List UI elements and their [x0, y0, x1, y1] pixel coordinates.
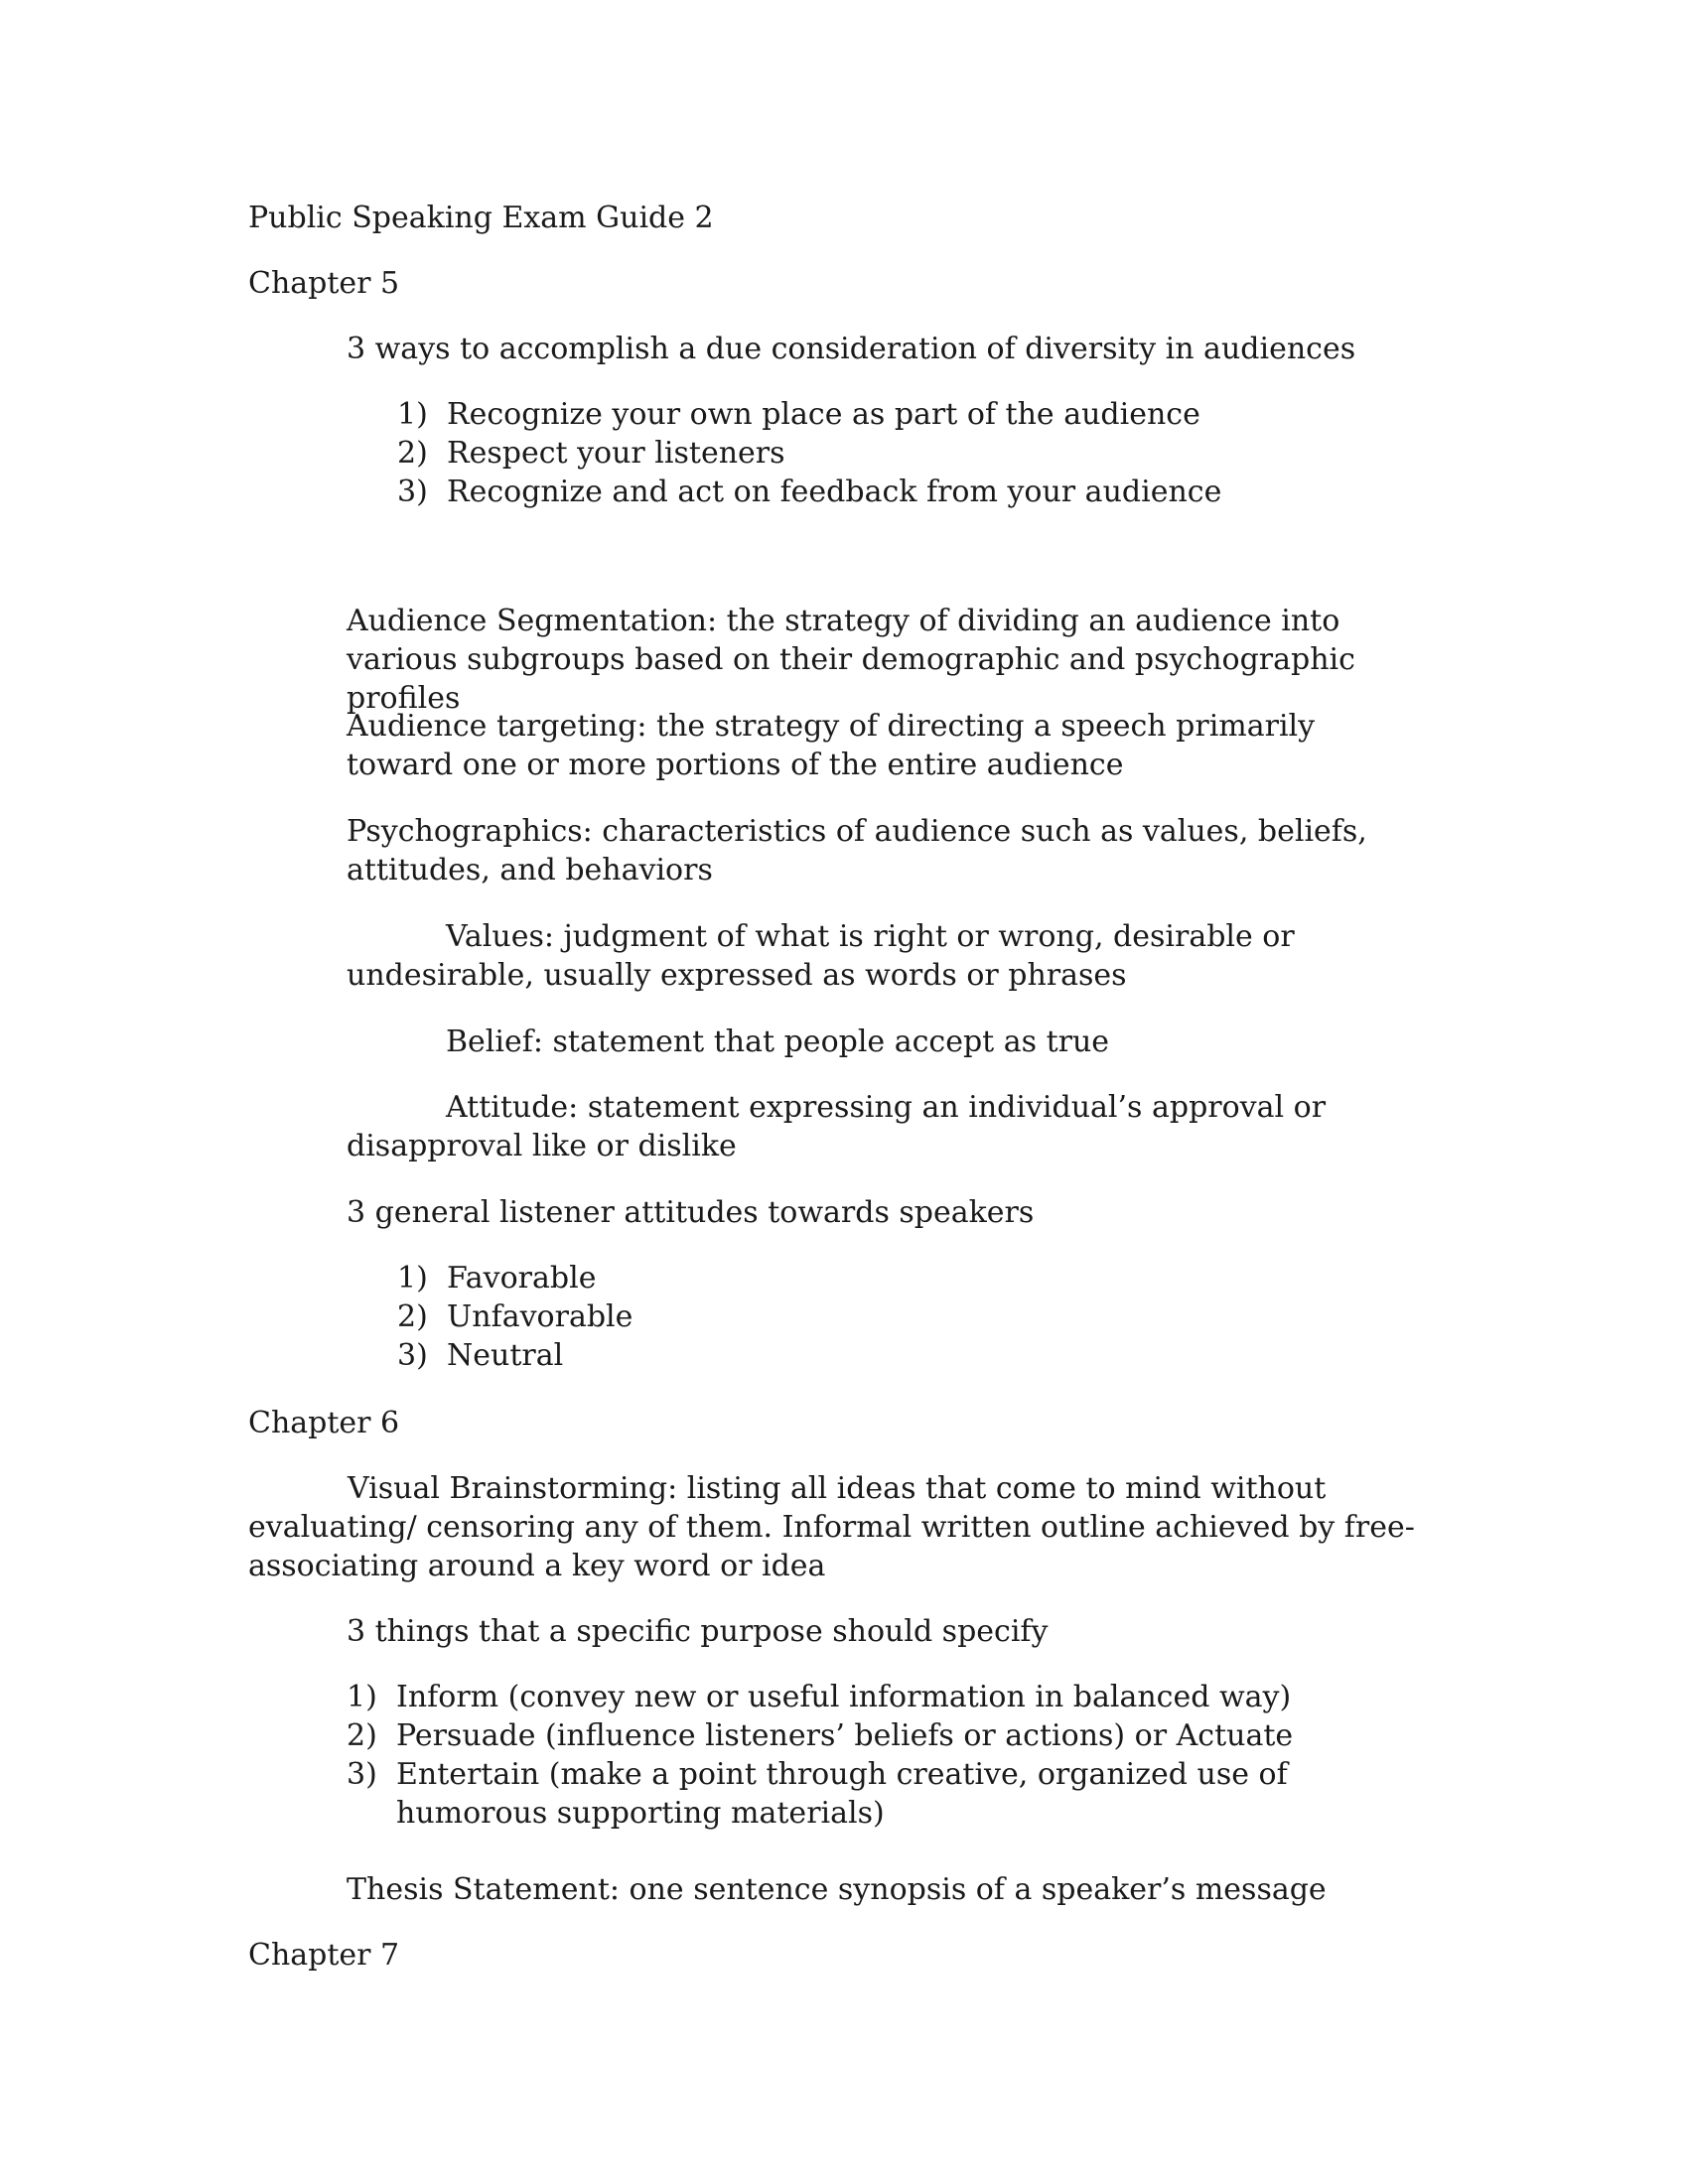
targeting-definition: Audience targeting: the strategy of directing a speech primarily toward one or more portions of the entire audience: [347, 709, 1316, 782]
thesis-definition: Thesis Statement: one sentence synopsis of a speaker’s message: [347, 1872, 1327, 1907]
list-item: 2) Respect your listeners: [397, 436, 785, 471]
list-item: 1) Recognize your own place as part of the audience: [397, 397, 1200, 432]
list-item: 2) Unfavorable: [397, 1299, 633, 1334]
attitude-definition: Attitude: statement expressing an individual’s approval or disapproval like or dislike: [347, 1090, 1327, 1163]
attitudes-list: [397, 1259, 633, 1375]
diversity-list: [397, 395, 1221, 511]
list-item: 2) Persuade (influence listeners’ beliefs or actions) or Actuate: [347, 1718, 1294, 1753]
list-item: 1) Favorable: [397, 1261, 597, 1296]
purpose-intro: 3 things that a specific purpose should specify: [347, 1614, 1049, 1649]
psychographics-definition: Psychographics: characteristics of audience such as values, beliefs, attitudes, and behaviors: [347, 814, 1367, 887]
attitudes-intro: 3 general listener attitudes towards speakers: [347, 1195, 1035, 1230]
values-definition: Values: judgment of what is right or wrong, desirable or undesirable, usually expressed as words or phrases: [347, 919, 1295, 993]
list-item: 3) Entertain (make a point through creative, organized use of humorous supporting materials): [347, 1757, 1288, 1831]
segmentation-definition: Audience Segmentation: the strategy of dividing an audience into various subgroups based on their demographic and psychographic profiles: [347, 604, 1355, 716]
list-item: 3) Recognize and act on feedback from your audience: [397, 475, 1222, 509]
list-item: 3) Neutral: [397, 1338, 564, 1373]
list-item: 1) Inform (convey new or useful information in balanced way): [347, 1680, 1292, 1714]
chapter-6-heading: Chapter 6: [248, 1406, 400, 1440]
chapter-7-heading: Chapter 7: [248, 1938, 400, 1973]
chapter-5-heading: Chapter 5: [248, 266, 400, 301]
brainstorming-definition: Visual Brainstorming: listing all ideas that come to mind without evaluating/ censoring any of them. Informal written outline achieved by free-associating around a key word or idea: [248, 1471, 1415, 1583]
document-title: Public Speaking Exam Guide 2: [248, 201, 714, 235]
purpose-list: [347, 1678, 1439, 1833]
diversity-intro: 3 ways to accomplish a due consideration of diversity in audiences: [347, 332, 1356, 366]
belief-definition: Belief: statement that people accept as true: [446, 1024, 1110, 1059]
